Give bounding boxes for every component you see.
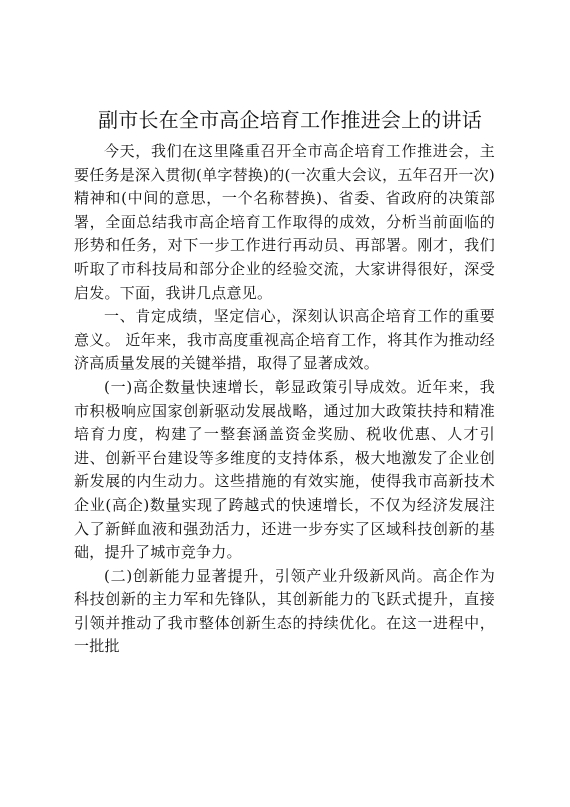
paragraph-opening: 今天，我们在这里隆重召开全市高企培育工作推进会，主要任务是深入贯彻(单字替换)的(一次重大会议，五年召开一次)精神和(中间的意思，一个名称替换)、省委、省政府的决策部署，全面总结我市高企培育工作取得的成效，分析当前面临的形势和任务，对下一步工作进行再动员、再部署。刚才，我们听取了市科技局和部分企业的经验交流，大家讲得很好，深受启发。下面，我讲几点意见。 — [74, 142, 495, 302]
document-title: 副市长在全市高企培育工作推进会上的讲话 — [98, 108, 482, 132]
paragraph-point-one: (一)高企数量快速增长，彰显政策引导成效。近年来，我市积极响应国家创新驱动发展战略，通过加大政策扶持和精准培育力度，构建了一整套涵盖资金奖励、税收优惠、人才引进、创新平台建设等多维度的支持体系，极大地激发了企业创新发展的内生动力。这些措施的有效实施，使得我市高新技术企业(高企)数量实现了跨越式的快速增长，不仅为经济发展注入了新鲜血液和强劲活力，还进一步夯实了区域科技创新的基础，提升了城市竞争力。 — [74, 377, 495, 562]
paragraph-section-one-heading: 一、肯定成绩，坚定信心，深刻认识高企培育工作的重要意义。 近年来，我市高度重视高企培育工作，将其作为推动经济高质量发展的关键举措，取得了显著成效。 — [74, 307, 495, 373]
document-body — [74, 140, 495, 659]
paragraph-point-two: (二)创新能力显著提升，引领产业升级新风尚。高企作为科技创新的主力军和先锋队，其创新能力的飞跃式提升，直接引领并推动了我市整体创新生态的持续优化。在这一进程中，一批批 — [74, 566, 495, 656]
